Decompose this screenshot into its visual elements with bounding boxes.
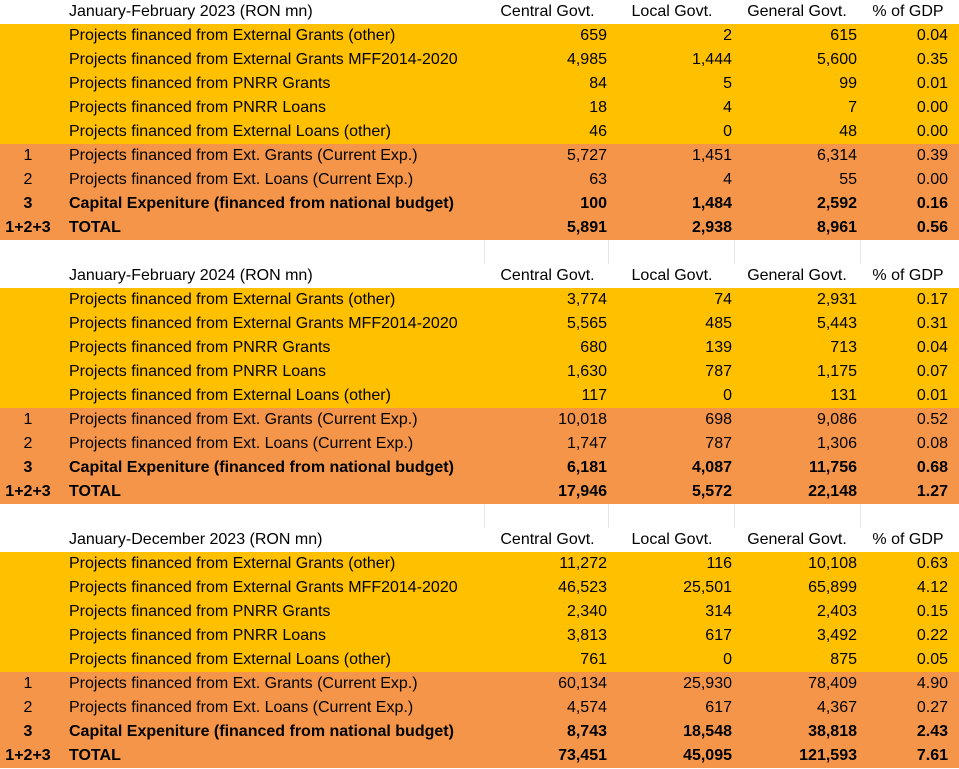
row-number (0, 120, 56, 144)
gridline (484, 240, 485, 264)
row-number: 1+2+3 (5, 747, 51, 764)
row-number: 1 (23, 411, 33, 428)
row-number: 3 (23, 195, 33, 212)
cell-general: 1,175 (816, 363, 857, 380)
cell-central: 659 (580, 27, 607, 44)
cell-general: 4,367 (816, 699, 857, 716)
row-number (0, 312, 56, 336)
row-label: Projects financed from Ext. Grants (Current Exp.) (69, 675, 418, 692)
cell-general: 2,403 (816, 603, 857, 620)
row-label: Capital Expeniture (financed from national budget) (69, 459, 454, 476)
cell-general: 615 (830, 27, 857, 44)
cell-gdp: 0.39 (916, 147, 948, 164)
row-number: 3 (23, 459, 33, 476)
table-row (0, 288, 959, 312)
section-jan-feb-2024 (0, 264, 959, 504)
row-label: Capital Expeniture (financed from national budget) (69, 195, 454, 212)
cell-central: 63 (589, 171, 607, 188)
column-header-general: General Govt. (747, 531, 847, 548)
cell-local: 2 (723, 27, 732, 44)
table-row (0, 120, 959, 144)
row-number: 1 (23, 147, 33, 164)
cell-gdp: 0.00 (916, 171, 948, 188)
row-number (0, 576, 56, 600)
gridline (734, 240, 735, 264)
cell-gdp: 0.56 (916, 219, 948, 236)
cell-general: 5,600 (816, 51, 857, 68)
cell-general: 8,961 (816, 219, 857, 236)
table-row (0, 336, 959, 360)
row-label: Projects financed from External Loans (other) (69, 387, 391, 404)
cell-general: 10,108 (808, 555, 857, 572)
section-jan-dec-2023 (0, 528, 959, 768)
row-label: Projects financed from External Grants MFF2014-2020 (69, 579, 458, 596)
table-row (0, 696, 959, 720)
cell-central: 761 (580, 651, 607, 668)
cell-general: 9,086 (816, 411, 857, 428)
cell-central: 100 (580, 195, 607, 212)
cell-general: 11,756 (808, 459, 857, 476)
cell-gdp: 0.07 (916, 363, 948, 380)
row-number (0, 48, 56, 72)
row-label: Projects financed from External Grants MFF2014-2020 (69, 315, 458, 332)
cell-general: 78,409 (808, 675, 857, 692)
table-row-capital (0, 720, 959, 744)
cell-local: 18,548 (683, 723, 732, 740)
cell-general: 22,148 (808, 483, 857, 500)
cell-gdp: 0.22 (916, 627, 948, 644)
cell-gdp: 0.01 (916, 75, 948, 92)
table-row (0, 600, 959, 624)
cell-general: 6,314 (816, 147, 857, 164)
column-header-local: Local Govt. (631, 531, 713, 548)
cell-general: 2,592 (816, 195, 857, 212)
cell-local: 1,444 (691, 51, 732, 68)
row-number (0, 360, 56, 384)
cell-local: 0 (723, 387, 732, 404)
row-number (0, 648, 56, 672)
cell-gdp: 0.63 (916, 555, 948, 572)
cell-central: 5,565 (566, 315, 607, 332)
cell-central: 18 (589, 99, 607, 116)
column-header-central: Central Govt. (500, 531, 595, 548)
cell-gdp: 0.01 (916, 387, 948, 404)
column-header-central: Central Govt. (500, 3, 595, 20)
gridline (608, 240, 609, 264)
row-number (0, 600, 56, 624)
column-header-local: Local Govt. (631, 3, 713, 20)
table-row-capital (0, 456, 959, 480)
cell-general: 2,931 (816, 291, 857, 308)
table-row (0, 648, 959, 672)
cell-local: 5 (723, 75, 732, 92)
table-row (0, 96, 959, 120)
cell-central: 680 (580, 339, 607, 356)
row-label: Projects financed from PNRR Loans (69, 363, 326, 380)
cell-local: 0 (723, 123, 732, 140)
cell-local: 139 (705, 339, 732, 356)
table-row (0, 552, 959, 576)
cell-central: 60,134 (558, 675, 607, 692)
cell-gdp: 4.90 (916, 675, 948, 692)
column-header-general: General Govt. (747, 267, 847, 284)
gridline (608, 504, 609, 528)
cell-central: 11,272 (559, 555, 607, 572)
cell-local: 25,501 (683, 579, 732, 596)
cell-local: 1,451 (691, 147, 732, 164)
cell-general: 121,593 (799, 747, 857, 764)
table-row-capital (0, 192, 959, 216)
cell-central: 46,523 (558, 579, 607, 596)
table-row (0, 624, 959, 648)
table-row (0, 24, 959, 48)
cell-general: 1,306 (816, 435, 857, 452)
row-number: 2 (23, 171, 33, 188)
cell-central: 4,574 (566, 699, 607, 716)
cell-local: 1,484 (691, 195, 732, 212)
row-number (0, 288, 56, 312)
cell-gdp: 4.12 (916, 579, 948, 596)
row-label: Projects financed from External Grants (other) (69, 27, 396, 44)
table-row-total (0, 744, 959, 768)
cell-central: 73,451 (558, 747, 607, 764)
row-label: Projects financed from PNRR Grants (69, 339, 331, 356)
cell-general: 713 (830, 339, 857, 356)
table-row-total (0, 216, 959, 240)
column-header-gdp: % of GDP (872, 267, 944, 284)
cell-gdp: 1.27 (916, 483, 948, 500)
cell-general: 7 (848, 99, 857, 116)
cell-local: 45,095 (683, 747, 732, 764)
cell-general: 48 (839, 123, 857, 140)
cell-central: 17,946 (558, 483, 607, 500)
gridline (860, 504, 861, 528)
cell-local: 74 (714, 291, 732, 308)
section-title: January-February 2023 (RON mn) (69, 3, 313, 20)
section-jan-feb-2023 (0, 0, 959, 240)
section-title: January-February 2024 (RON mn) (69, 267, 313, 284)
cell-gdp: 0.08 (916, 435, 948, 452)
row-number (0, 624, 56, 648)
cell-general: 5,443 (816, 315, 857, 332)
table-row (0, 672, 959, 696)
cell-general: 875 (830, 651, 857, 668)
column-header-gdp: % of GDP (872, 3, 944, 20)
table-row (0, 168, 959, 192)
row-label: TOTAL (69, 219, 121, 236)
table-row (0, 48, 959, 72)
cell-gdp: 2.43 (916, 723, 948, 740)
cell-local: 25,930 (683, 675, 732, 692)
row-label: Projects financed from Ext. Loans (Current Exp.) (69, 699, 414, 716)
cell-gdp: 0.17 (916, 291, 948, 308)
cell-gdp: 0.68 (916, 459, 948, 476)
cell-gdp: 7.61 (916, 747, 948, 764)
row-number (0, 384, 56, 408)
table-row (0, 576, 959, 600)
cell-central: 46 (589, 123, 607, 140)
gridline (734, 504, 735, 528)
row-label: Projects financed from External Loans (other) (69, 123, 391, 140)
cell-gdp: 0.04 (916, 339, 948, 356)
cell-gdp: 0.04 (916, 27, 948, 44)
cell-general: 99 (839, 75, 857, 92)
section-spacer (0, 504, 959, 528)
row-label: TOTAL (69, 747, 121, 764)
cell-general: 131 (830, 387, 857, 404)
column-header-central: Central Govt. (500, 267, 595, 284)
row-number (0, 24, 56, 48)
cell-central: 8,743 (566, 723, 607, 740)
row-number (0, 72, 56, 96)
row-label: Projects financed from Ext. Grants (Current Exp.) (69, 411, 418, 428)
gridline (860, 240, 861, 264)
cell-local: 5,572 (691, 483, 732, 500)
row-label: Projects financed from External Grants (other) (69, 291, 396, 308)
row-label: Projects financed from PNRR Grants (69, 603, 331, 620)
cell-central: 5,891 (566, 219, 607, 236)
table-row (0, 360, 959, 384)
cell-local: 698 (705, 411, 732, 428)
cell-central: 2,340 (566, 603, 607, 620)
section-title: January-December 2023 (RON mn) (69, 531, 323, 548)
cell-central: 3,813 (566, 627, 607, 644)
cell-central: 10,018 (558, 411, 607, 428)
cell-gdp: 0.15 (916, 603, 948, 620)
row-number (0, 336, 56, 360)
cell-local: 617 (705, 699, 732, 716)
column-header-gdp: % of GDP (872, 531, 944, 548)
cell-general: 55 (839, 171, 857, 188)
cell-general: 38,818 (808, 723, 857, 740)
cell-gdp: 0.16 (916, 195, 948, 212)
row-label: Projects financed from PNRR Loans (69, 627, 326, 644)
cell-general: 65,899 (808, 579, 857, 596)
table-row (0, 144, 959, 168)
cell-local: 485 (705, 315, 732, 332)
table-row-total (0, 480, 959, 504)
table-row (0, 408, 959, 432)
section-spacer (0, 240, 959, 264)
cell-central: 117 (581, 387, 607, 404)
row-label: Projects financed from Ext. Grants (Current Exp.) (69, 147, 418, 164)
row-label: Projects financed from PNRR Grants (69, 75, 331, 92)
row-number: 1+2+3 (5, 219, 51, 236)
row-number: 2 (23, 699, 33, 716)
cell-gdp: 0.31 (916, 315, 948, 332)
cell-central: 1,747 (566, 435, 607, 452)
row-label: Capital Expeniture (financed from national budget) (69, 723, 454, 740)
row-label: Projects financed from External Grants MFF2014-2020 (69, 51, 458, 68)
section-header-row (0, 528, 959, 552)
table-row (0, 432, 959, 456)
row-label: Projects financed from PNRR Loans (69, 99, 326, 116)
cell-local: 787 (705, 363, 732, 380)
cell-local: 617 (705, 627, 732, 644)
section-header-row (0, 264, 959, 288)
cell-local: 4 (723, 99, 732, 116)
section-header-row (0, 0, 959, 24)
row-label: TOTAL (69, 483, 121, 500)
cell-gdp: 0.35 (916, 51, 948, 68)
row-label: Projects financed from External Grants (other) (69, 555, 396, 572)
cell-gdp: 0.00 (916, 99, 948, 116)
column-header-local: Local Govt. (631, 267, 713, 284)
column-header-general: General Govt. (747, 3, 847, 20)
row-number (0, 96, 56, 120)
cell-central: 5,727 (566, 147, 607, 164)
cell-gdp: 0.05 (916, 651, 948, 668)
row-label: Projects financed from Ext. Loans (Current Exp.) (69, 435, 414, 452)
cell-gdp: 0.27 (916, 699, 948, 716)
cell-local: 116 (706, 555, 732, 572)
cell-central: 6,181 (566, 459, 607, 476)
row-number: 2 (23, 435, 33, 452)
cell-central: 4,985 (566, 51, 607, 68)
cell-local: 2,938 (691, 219, 732, 236)
gridline (484, 504, 485, 528)
table-row (0, 312, 959, 336)
cell-gdp: 0.52 (916, 411, 948, 428)
cell-central: 84 (589, 75, 607, 92)
cell-local: 4 (723, 171, 732, 188)
row-number (0, 552, 56, 576)
cell-local: 314 (705, 603, 732, 620)
cell-central: 3,774 (566, 291, 607, 308)
row-number: 1 (23, 675, 33, 692)
cell-local: 4,087 (691, 459, 732, 476)
cell-local: 787 (705, 435, 732, 452)
cell-general: 3,492 (816, 627, 857, 644)
cell-central: 1,630 (566, 363, 607, 380)
cell-local: 0 (723, 651, 732, 668)
row-label: Projects financed from External Loans (other) (69, 651, 391, 668)
row-number: 1+2+3 (5, 483, 51, 500)
table-row (0, 72, 959, 96)
table-row (0, 384, 959, 408)
row-number: 3 (23, 723, 33, 740)
row-label: Projects financed from Ext. Loans (Current Exp.) (69, 171, 414, 188)
cell-gdp: 0.00 (916, 123, 948, 140)
